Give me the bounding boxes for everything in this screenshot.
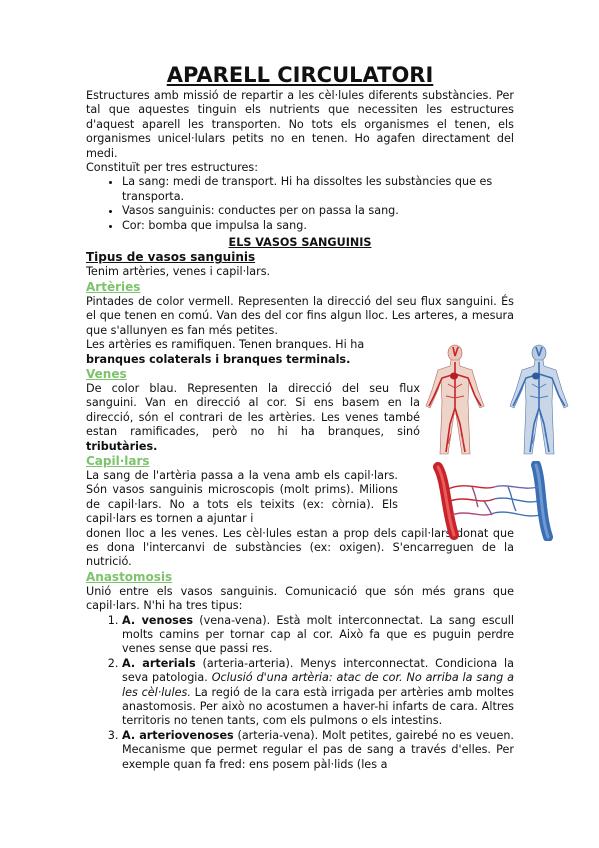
arteries-heading: Artèries (86, 279, 141, 294)
capillars-paragraph-2: donen lloc a les venes. Les cèl·lules estan a prop dels capil·lars donat que es dona l'intercanvi de substàncies (ex: oxigen). S'encarreguen de la nutrició. (86, 526, 514, 569)
list-item: 3. A. arteriovenoses (arteria-vena). Molt petites, gairebé no es veuen. Mecanisme que permet regular el pas de sang a través d'elles. Per exemple quan fa fred: ens posem pàl·lids (les a (122, 729, 514, 772)
list-item: 1. A. venoses (vena-vena). Està molt interconnectat. La sang escull molts camins per tornar cap al cor. Això fa que es puguin perdre venes sense que passi res. (122, 614, 514, 657)
list-item: 2. A. arterials (arteria-arteria). Menys interconnectat. Condiciona la seva patologia. Oclusió d'una artèria: atac de cor. No arriba la sang a les cèl·lules. La regió de la cara està irrigada per artèries amb moltes anastomosis. Per això no acostumen a haver-hi infarts de cara. Altres territoris no tenen tants, com els pulmons o els intestins. (122, 657, 514, 729)
capillars-heading: Capil·lars (86, 453, 150, 468)
venes-heading: Venes (86, 366, 127, 381)
types-intro: Tenim artèries, venes i capil·lars. (86, 265, 271, 279)
list-item: • Vasos sanguinis: conductes per on passa la sang. (122, 204, 514, 218)
capillary-bed-illustration (432, 461, 554, 541)
section-title: ELS VASOS SANGUINIS (228, 236, 372, 250)
structures-list (86, 175, 514, 233)
intro-paragraph: Estructures amb missió de repartir a les cèl·lules diferents substàncies. Per tal que aquestes tinguin els nutrients que necessiten les estructures d'aquest aparell les transporten. No tots els organismes el tenen, els organismes unicel·lulars petits no en tenen. Ho agafen directament del medi. (86, 89, 514, 160)
arteries-paragraph-1: Pintades de color vermell. Representen la direcció del seu flux sanguini. És el que tenen en comú. Van des del cor fins algun lloc. Les arteres, a mesura que s'allunyen es fan més petites. (86, 294, 514, 337)
anastomosis-heading: Anastomosis (86, 569, 173, 584)
anastomosis-list (86, 614, 514, 772)
types-heading: Tipus de vasos sanguinis (86, 250, 256, 265)
capillary-network (448, 486, 540, 516)
circulatory-system-illustration (418, 344, 576, 458)
page-title: APARELL CIRCULATORI (166, 63, 434, 87)
branches-emphasis: branques colaterals i branques terminals. (86, 352, 351, 366)
anastomosis-paragraph: Unió entre els vasos sanguinis. Comunicació que són més grans que capil·lars. N'hi ha tres tipus: (86, 584, 514, 613)
list-item: • Cor: bomba que impulsa la sang. (122, 219, 514, 233)
arteries-paragraph-2: Les artèries es ramifiquen. Tenen branques. Hi ha branques colaterals i branques terminals. (86, 338, 365, 366)
tributaries-emphasis: tributàries. (86, 439, 158, 453)
capillars-paragraph-1: La sang de l'artèria passa a la vena amb els capil·lars. Són vasos sanguinis microscopis (molt prims). Milions de capil·lars. No a tots els teixits (ex: còrnia). Els capil·lars es tornen a ajuntar i (86, 468, 398, 526)
venous-body-figure (510, 345, 568, 454)
venes-paragraph: De color blau. Representen la direcció del seu flux sanguini. Van en direcció al cor. Si ens basem en la direcció, són el contrari de les artèries. Les venes també estan ramificades, però no hi ha branques, sinó tributàries. (86, 381, 420, 453)
arterial-body-figure (426, 345, 484, 454)
list-item: • La sang: medi de transport. Hi ha dissoltes les substàncies que es transporta. (122, 175, 514, 204)
constituted-text: Constituït per tres estructures: (86, 161, 258, 175)
